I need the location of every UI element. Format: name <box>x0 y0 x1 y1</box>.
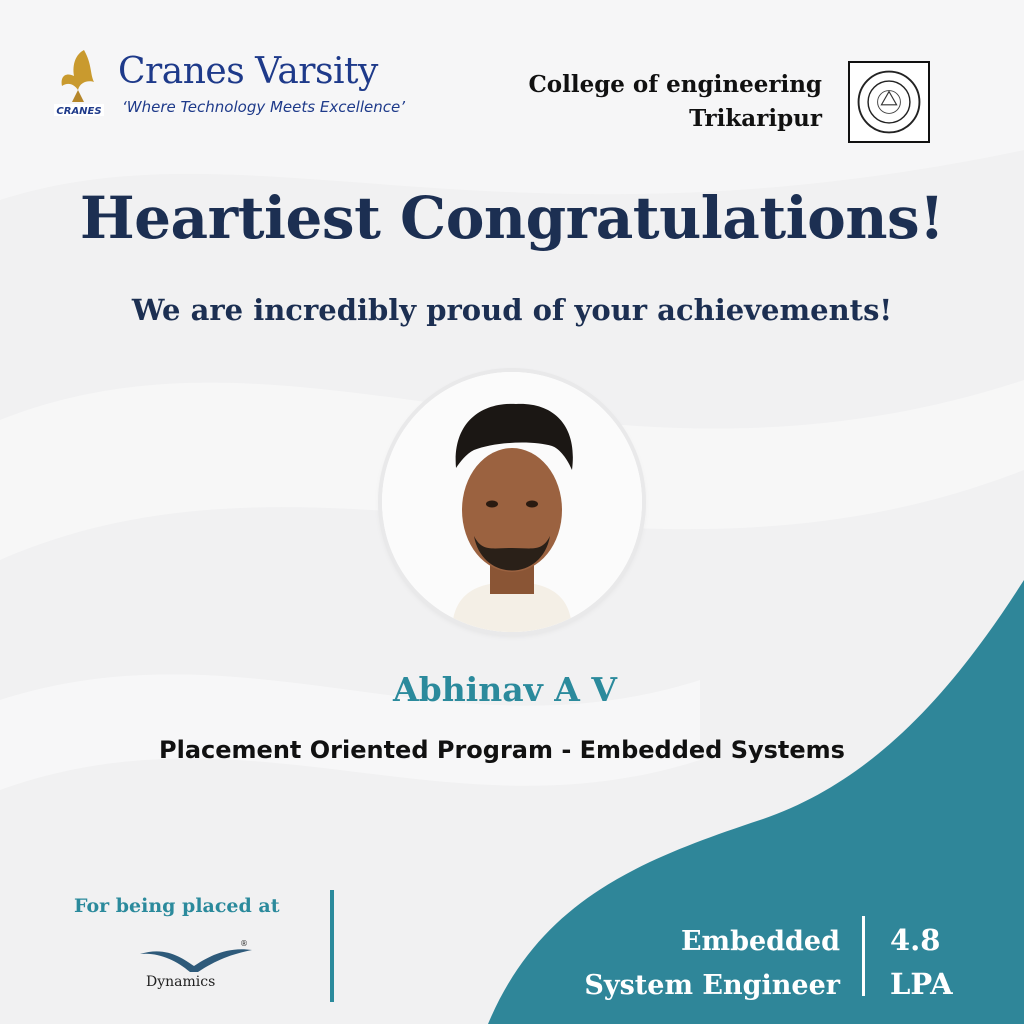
student-portrait-icon <box>382 372 642 632</box>
program-title: Placement Oriented Program - Embedded Systems <box>159 736 845 764</box>
college-name <box>482 68 822 136</box>
brand-name: Cranes Varsity <box>118 51 378 92</box>
placed-at-label: For being placed at <box>74 895 280 917</box>
student-photo <box>382 372 642 632</box>
divider <box>330 890 334 1002</box>
cranes-logo-icon <box>54 46 104 118</box>
college-seal-icon <box>848 61 930 143</box>
brand-tagline: ‘Where Technology Meets Excellence’ <box>122 98 405 116</box>
job-role-line1: Embedded <box>680 926 840 957</box>
job-role <box>540 920 840 1008</box>
salary-value: 4.8 <box>890 923 941 957</box>
salary-package <box>890 918 990 1006</box>
svg-text:®: ® <box>240 939 248 948</box>
company-name: Dynamics <box>146 974 216 990</box>
subheadline: We are incredibly proud of your achievements! <box>131 293 893 327</box>
salary-unit: LPA <box>890 967 953 1001</box>
college-name-line2: Trikaripur <box>689 105 822 132</box>
headline: Heartiest Congratulations! <box>79 184 945 252</box>
divider-white <box>862 916 865 996</box>
student-name: Abhinav A V <box>393 670 617 709</box>
college-name-line1: College of engineering <box>528 71 822 98</box>
job-role-line2: System Engineer <box>584 970 840 1001</box>
cranes-mark-text: CRANES <box>56 106 102 117</box>
